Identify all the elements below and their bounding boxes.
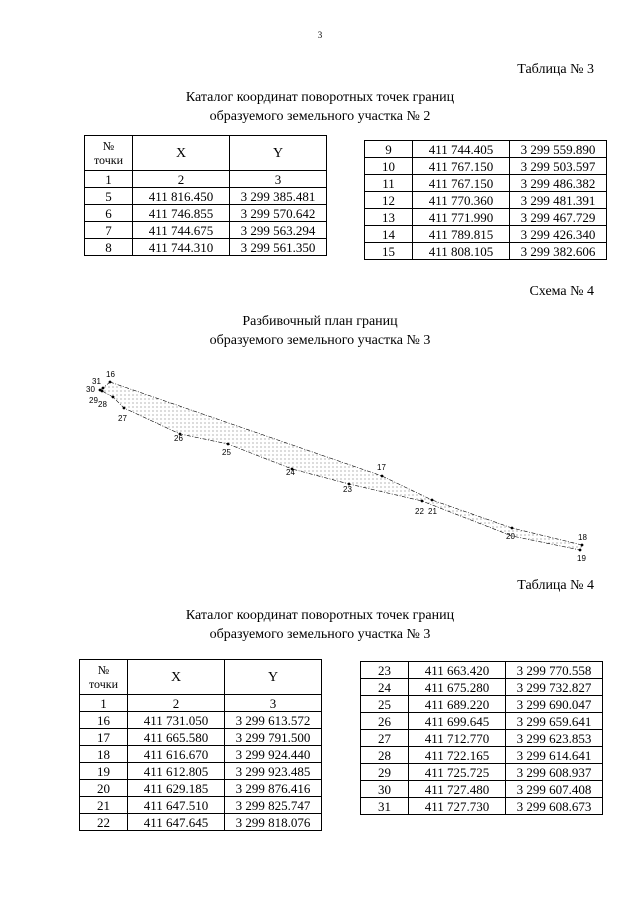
table-row <box>365 226 607 243</box>
x-value: 411 616.670 <box>128 746 225 763</box>
table-4-right <box>360 661 603 815</box>
table-index-row <box>85 171 327 188</box>
boundary-point <box>102 387 105 390</box>
table-row <box>361 679 603 696</box>
point-number: 15 <box>365 243 413 260</box>
point-label-30: 30 <box>86 385 95 394</box>
point-number: 19 <box>80 763 128 780</box>
boundary-plan-drawing <box>0 362 640 572</box>
header-x: X <box>133 136 230 171</box>
point-number: 18 <box>80 746 128 763</box>
x-value: 411 727.730 <box>409 798 506 815</box>
table-4-title-line-1: Каталог координат поворотных точек границ <box>185 608 455 623</box>
table-3-title-line-1: Каталог координат поворотных точек границ <box>185 90 455 105</box>
x-value: 411 789.815 <box>413 226 510 243</box>
index-cell: 3 <box>230 171 327 188</box>
x-value: 411 744.675 <box>133 222 230 239</box>
y-value: 3 299 570.642 <box>230 205 327 222</box>
y-value: 3 299 614.641 <box>506 747 603 764</box>
point-label-20: 20 <box>506 532 515 541</box>
point-label-31: 31 <box>92 377 101 386</box>
y-value: 3 299 876.416 <box>225 780 322 797</box>
x-value: 411 770.360 <box>413 192 510 209</box>
x-value: 411 744.405 <box>413 141 510 158</box>
x-value: 411 816.450 <box>133 188 230 205</box>
point-number: 12 <box>365 192 413 209</box>
x-value: 411 731.050 <box>128 712 225 729</box>
header-point-number <box>85 136 133 171</box>
x-value: 411 699.645 <box>409 713 506 730</box>
point-number: 5 <box>85 188 133 205</box>
table-row <box>365 141 607 158</box>
table-row <box>80 780 322 797</box>
header-num-symbol: № <box>97 663 110 677</box>
x-value: 411 647.510 <box>128 797 225 814</box>
table-row <box>361 713 603 730</box>
point-number: 13 <box>365 209 413 226</box>
table-row <box>361 798 603 815</box>
point-label-19: 19 <box>577 554 586 563</box>
x-value: 411 612.805 <box>128 763 225 780</box>
table-row <box>85 188 327 205</box>
y-value: 3 299 818.076 <box>225 814 322 831</box>
x-value: 411 771.990 <box>413 209 510 226</box>
table-row <box>365 175 607 192</box>
table-row <box>80 763 322 780</box>
x-value: 411 665.580 <box>128 729 225 746</box>
point-label-18: 18 <box>578 533 587 542</box>
boundary-point <box>421 500 424 503</box>
point-number: 10 <box>365 158 413 175</box>
point-number: 20 <box>80 780 128 797</box>
table-4-left <box>79 659 322 831</box>
x-value: 411 808.105 <box>413 243 510 260</box>
point-number: 9 <box>365 141 413 158</box>
y-value: 3 299 467.729 <box>510 209 607 226</box>
y-value: 3 299 607.408 <box>506 781 603 798</box>
x-value: 411 663.420 <box>409 662 506 679</box>
y-value: 3 299 924.440 <box>225 746 322 763</box>
x-value: 411 712.770 <box>409 730 506 747</box>
y-value: 3 299 486.382 <box>510 175 607 192</box>
y-value: 3 299 770.558 <box>506 662 603 679</box>
header-num-word: точки <box>88 677 119 691</box>
point-number: 16 <box>80 712 128 729</box>
y-value: 3 299 382.606 <box>510 243 607 260</box>
point-number: 31 <box>361 798 409 815</box>
point-label-25: 25 <box>222 448 231 457</box>
table-row <box>365 209 607 226</box>
index-cell: 2 <box>128 695 225 712</box>
table-row <box>80 814 322 831</box>
index-cell: 1 <box>85 171 133 188</box>
table-row <box>361 730 603 747</box>
x-value: 411 722.165 <box>409 747 506 764</box>
point-number: 11 <box>365 175 413 192</box>
y-value: 3 299 923.485 <box>225 763 322 780</box>
point-label-29: 29 <box>89 396 98 405</box>
y-value: 3 299 608.673 <box>506 798 603 815</box>
point-number: 8 <box>85 239 133 256</box>
scheme-4-title-line-1: Разбивочный план границ <box>242 314 398 329</box>
point-number: 6 <box>85 205 133 222</box>
table-row <box>365 192 607 209</box>
y-value: 3 299 503.597 <box>510 158 607 175</box>
page-number: 3 <box>317 30 323 40</box>
x-value: 411 727.480 <box>409 781 506 798</box>
point-label-16: 16 <box>106 370 115 379</box>
header-y: Y <box>230 136 327 171</box>
parcel-area <box>100 382 582 550</box>
table-row <box>361 747 603 764</box>
table-4-title-line-2: образуемого земельного участка № 3 <box>209 627 431 642</box>
point-number: 17 <box>80 729 128 746</box>
point-number: 7 <box>85 222 133 239</box>
x-value: 411 647.645 <box>128 814 225 831</box>
y-value: 3 299 385.481 <box>230 188 327 205</box>
header-y: Y <box>225 660 322 695</box>
point-number: 30 <box>361 781 409 798</box>
boundary-point <box>579 549 582 552</box>
index-cell: 2 <box>133 171 230 188</box>
table-4-label: Таблица № 4 <box>517 578 594 593</box>
y-value: 3 299 791.500 <box>225 729 322 746</box>
point-label-24: 24 <box>286 468 295 477</box>
y-value: 3 299 825.747 <box>225 797 322 814</box>
point-number: 21 <box>80 797 128 814</box>
header-num-symbol: № <box>102 139 115 153</box>
point-number: 28 <box>361 747 409 764</box>
point-label-23: 23 <box>343 485 352 494</box>
x-value: 411 767.150 <box>413 158 510 175</box>
point-number: 26 <box>361 713 409 730</box>
scheme-4-title-line-2: образуемого земельного участка № 3 <box>209 333 431 348</box>
table-3-right <box>364 140 607 260</box>
table-row <box>80 746 322 763</box>
y-value: 3 299 561.350 <box>230 239 327 256</box>
boundary-point <box>581 544 584 547</box>
table-row <box>80 712 322 729</box>
scheme-4-label: Схема № 4 <box>529 284 594 299</box>
table-row <box>85 239 327 256</box>
x-value: 411 675.280 <box>409 679 506 696</box>
point-label-22: 22 <box>415 507 424 516</box>
table-row <box>85 205 327 222</box>
table-row <box>80 797 322 814</box>
table-header-row <box>80 660 322 695</box>
point-number: 22 <box>80 814 128 831</box>
table-row <box>361 764 603 781</box>
table-index-row <box>80 695 322 712</box>
table-3-label: Таблица № 3 <box>517 62 594 77</box>
y-value: 3 299 623.853 <box>506 730 603 747</box>
table-3-title <box>0 88 640 126</box>
y-value: 3 299 732.827 <box>506 679 603 696</box>
table-header-row <box>85 136 327 171</box>
index-cell: 3 <box>225 695 322 712</box>
table-row <box>85 222 327 239</box>
y-value: 3 299 659.641 <box>506 713 603 730</box>
point-number: 25 <box>361 696 409 713</box>
x-value: 411 744.310 <box>133 239 230 256</box>
table-row <box>365 158 607 175</box>
point-label-21: 21 <box>428 507 437 516</box>
table-3-title-line-2: образуемого земельного участка № 2 <box>209 109 431 124</box>
table-row <box>361 781 603 798</box>
point-number: 14 <box>365 226 413 243</box>
boundary-point <box>431 499 434 502</box>
point-number: 27 <box>361 730 409 747</box>
point-label-26: 26 <box>174 434 183 443</box>
header-num-word: точки <box>93 153 124 167</box>
y-value: 3 299 563.294 <box>230 222 327 239</box>
boundary-point <box>109 381 112 384</box>
boundary-point <box>511 527 514 530</box>
table-row <box>361 696 603 713</box>
boundary-point <box>227 443 230 446</box>
y-value: 3 299 690.047 <box>506 696 603 713</box>
point-number: 23 <box>361 662 409 679</box>
x-value: 411 725.725 <box>409 764 506 781</box>
index-cell: 1 <box>80 695 128 712</box>
table-3-left <box>84 135 327 256</box>
table-row <box>365 243 607 260</box>
point-label-17: 17 <box>377 463 386 472</box>
header-point-number <box>80 660 128 695</box>
point-label-27: 27 <box>118 414 127 423</box>
point-number: 29 <box>361 764 409 781</box>
boundary-point <box>112 396 115 399</box>
point-number: 24 <box>361 679 409 696</box>
y-value: 3 299 426.340 <box>510 226 607 243</box>
boundary-point <box>123 407 126 410</box>
table-row <box>80 729 322 746</box>
x-value: 411 746.855 <box>133 205 230 222</box>
table-4-title <box>0 606 640 644</box>
boundary-point <box>99 389 102 392</box>
y-value: 3 299 608.937 <box>506 764 603 781</box>
point-label-28: 28 <box>98 400 107 409</box>
y-value: 3 299 481.391 <box>510 192 607 209</box>
x-value: 411 689.220 <box>409 696 506 713</box>
table-row <box>361 662 603 679</box>
y-value: 3 299 559.890 <box>510 141 607 158</box>
x-value: 411 629.185 <box>128 780 225 797</box>
x-value: 411 767.150 <box>413 175 510 192</box>
scheme-4-title <box>0 312 640 350</box>
header-x: X <box>128 660 225 695</box>
boundary-point <box>381 475 384 478</box>
y-value: 3 299 613.572 <box>225 712 322 729</box>
